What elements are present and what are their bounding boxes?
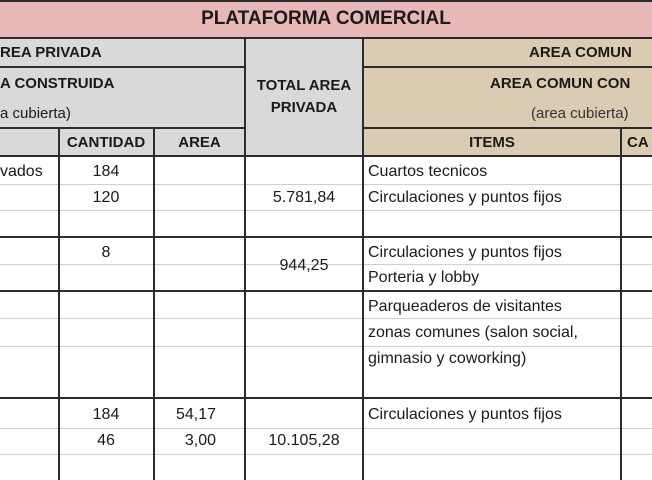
area-comun-label: AREA COMUN (529, 44, 632, 61)
area-cubierta-right-label: (area cubierta) (531, 105, 629, 122)
item-cell: Cuartos tecnicos (368, 163, 488, 180)
cantidad-cell: 184 (92, 163, 120, 180)
total-area-privada-cell: 5.781,84 (272, 189, 336, 206)
area-cell: 3,00 (184, 432, 216, 449)
total-area-privada-cell: 944,25 (279, 257, 329, 274)
item-cell: Porteria y lobby (368, 269, 480, 286)
item-cell: Parqueaderos de visitantes (368, 298, 562, 315)
item-cell: Circulaciones y puntos fijos (368, 189, 562, 206)
col-header-cantidad-right: CA (627, 134, 649, 151)
area-cubierta-left-label: a cubierta) (0, 105, 71, 122)
cantidad-cell: 8 (101, 244, 111, 261)
row-label: vados (0, 163, 43, 180)
cantidad-cell: 120 (92, 189, 120, 206)
col-header-items: ITEMS (469, 133, 515, 151)
total-area-privada-cell: 10.105,28 (268, 432, 340, 449)
col-header-area: AREA (178, 133, 221, 151)
area-construida-label: A CONSTRUIDA (0, 75, 115, 92)
cantidad-cell: 184 (92, 406, 120, 423)
item-cell: Circulaciones y puntos fijos (368, 406, 562, 423)
col-header-cantidad: CANTIDAD (66, 133, 146, 151)
item-cell: zonas comunes (salon social, (368, 324, 578, 341)
area-privada-label: REA PRIVADA (0, 44, 102, 61)
item-cell: Circulaciones y puntos fijos (368, 244, 562, 261)
item-cell: gimnasio y coworking) (368, 350, 527, 367)
page-title: PLATAFORMA COMERCIAL (201, 8, 451, 29)
area-comun-con-label: AREA COMUN CON (490, 75, 631, 92)
area-cell: 54,17 (175, 406, 216, 423)
col-header-total-area-privada: TOTAL AREA PRIVADA (256, 77, 352, 116)
cantidad-cell: 46 (97, 432, 115, 449)
